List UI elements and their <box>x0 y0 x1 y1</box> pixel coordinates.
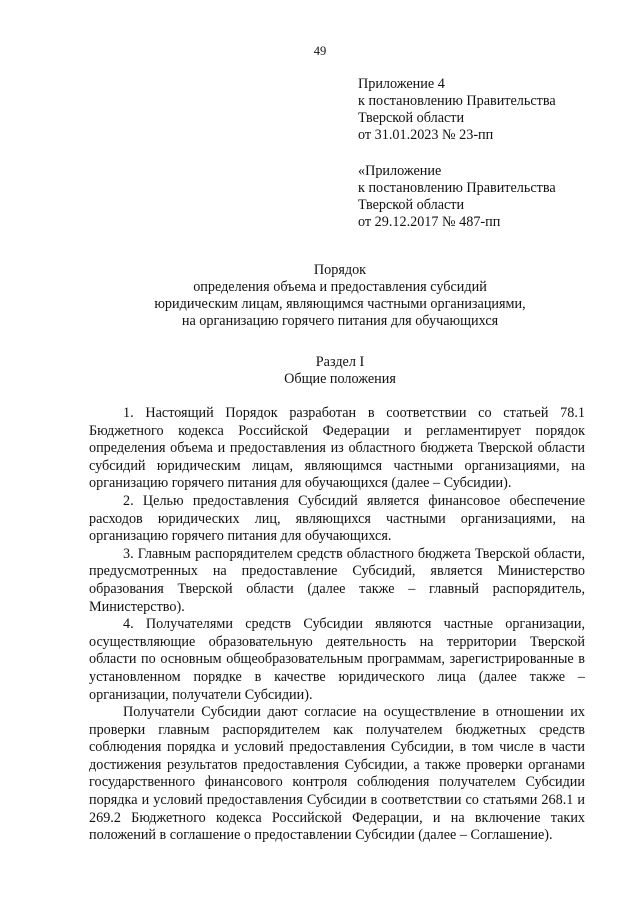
title-line: на организацию горячего питания для обучающихся <box>181 313 499 329</box>
paragraph: 2. Целью предоставления Субсидий является финансовое обеспечение расходов юридических лиц, являющихся частными организациями, на организацию горячего питания для обучающихся. <box>89 492 585 545</box>
page-number: 49 <box>313 44 327 58</box>
section-heading <box>80 354 600 388</box>
appendix-original-line: «Приложение <box>358 163 442 179</box>
document-title <box>80 262 600 330</box>
appendix-original-line: к постановлению Правительства <box>358 180 556 196</box>
section-number: Раздел I <box>315 354 365 370</box>
paragraph: 4. Получателями средств Субсидии являются частные организации, осуществляющие образовательную деятельность на территории Тверской области по основным общеобразовательным программам, зарегистрированные в установленном порядке в качестве юридического лица (далее также – организации, получатели Субсидии). <box>89 616 585 703</box>
appendix-original-block <box>358 163 618 231</box>
appendix-current-line: Тверской области <box>358 110 465 126</box>
appendix-current-line: от 31.01.2023 № 23-пп <box>358 127 494 143</box>
paragraph: 1. Настоящий Порядок разработан в соответствии со статьей 78.1 Бюджетного кодекса Российской Федерации и регламентирует порядок определения объема и предоставления из областного бюджета Тверской области субсидий юридическим лицам, являющимся частными организациями, на организацию горячего питания для обучающихся (далее – Субсидии). <box>89 405 585 492</box>
document-body <box>89 405 585 845</box>
appendix-original-line: от 29.12.2017 № 487-пп <box>358 214 501 230</box>
appendix-current-line: к постановлению Правительства <box>358 93 556 109</box>
appendix-current-line: Приложение 4 <box>358 76 445 92</box>
section-name: Общие положения <box>284 371 396 387</box>
title-line: определения объема и предоставления субсидий <box>193 279 487 295</box>
title-line: Порядок <box>313 262 367 278</box>
paragraph: Получатели Субсидии дают согласие на осуществление в отношении их проверки главным распорядителем как получателем бюджетных средств соблюдения порядка и условий предоставления Субсидии, в том числе в части достижения результатов предоставления Субсидии, а также проверки органами государственного финансового контроля соблюдения получателем Субсидии порядка и условий предоставления Субсидии в соответствии со статьями 268.1 и 269.2 Бюджетного кодекса Российской Федерации, и на включение таких положений в соглашение о предоставлении Субсидии (далее – Соглашение). <box>89 704 585 844</box>
title-line: юридическим лицам, являющимся частными организациями, <box>154 296 526 312</box>
appendix-original-line: Тверской области <box>358 197 465 213</box>
appendix-current-block <box>358 76 618 144</box>
paragraph: 3. Главным распорядителем средств областного бюджета Тверской области, предусмотренных на предоставление Субсидий, является Министерство образования Тверской области (далее также – главный распорядитель, Министерство). <box>89 545 585 615</box>
